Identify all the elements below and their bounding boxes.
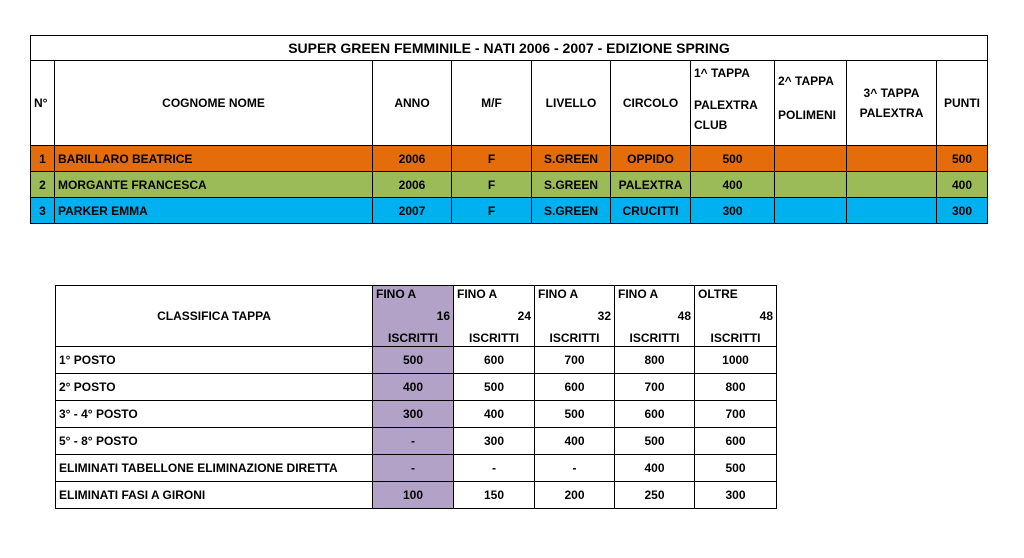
- position-label: 3° - 4° POSTO: [56, 401, 373, 428]
- row-tappa2: [775, 198, 847, 224]
- row-points: 300: [937, 198, 988, 224]
- header-level: LIVELLO: [532, 61, 611, 146]
- row-num: 1: [31, 146, 55, 172]
- row-tappa3: [847, 172, 937, 198]
- column-header-l2: 48: [677, 309, 691, 323]
- column-header-l3: ISCRITTI: [388, 331, 438, 345]
- row-tappa1: 500: [691, 146, 775, 172]
- header-tappa3: [847, 61, 937, 146]
- row-points: 400: [937, 172, 988, 198]
- tappa2-line2: POLIMENI: [778, 108, 837, 122]
- points-table: [55, 285, 777, 509]
- position-label: 2° POSTO: [56, 374, 373, 401]
- points-header-row: [56, 286, 777, 347]
- header-points: PUNTI: [937, 61, 988, 146]
- row-tappa3: [847, 146, 937, 172]
- row-tappa2: [775, 146, 847, 172]
- row-name: PARKER EMMA: [55, 198, 373, 224]
- points-value: 600: [695, 428, 777, 455]
- points-value: 400: [373, 374, 454, 401]
- column-header-l3: ISCRITTI: [710, 331, 761, 345]
- points-value: 500: [454, 374, 535, 401]
- row-club: CRUCITTI: [611, 198, 691, 224]
- ranking-row: [31, 198, 988, 224]
- points-value: 100: [373, 482, 454, 509]
- row-tappa3: [847, 198, 937, 224]
- column-header-l1: OLTRE: [698, 287, 738, 301]
- position-label: ELIMINATI TABELLONE ELIMINAZIONE DIRETTA: [56, 455, 373, 482]
- row-year: 2006: [373, 172, 452, 198]
- column-header-l1: FINO A: [376, 287, 417, 301]
- points-value: 800: [695, 374, 777, 401]
- points-row: [56, 428, 777, 455]
- ranking-row: [31, 172, 988, 198]
- row-sex: F: [452, 146, 532, 172]
- column-header: [373, 286, 454, 347]
- points-value: 600: [615, 401, 695, 428]
- points-row: [56, 482, 777, 509]
- points-value: 500: [535, 401, 615, 428]
- points-row: [56, 374, 777, 401]
- row-club: OPPIDO: [611, 146, 691, 172]
- column-header-l3: ISCRITTI: [549, 331, 600, 345]
- column-header-l2: 32: [597, 309, 611, 323]
- column-header-l1: FINO A: [457, 287, 498, 301]
- row-level: S.GREEN: [532, 198, 611, 224]
- points-row: [56, 347, 777, 374]
- row-num: 3: [31, 198, 55, 224]
- tappa3-line2: PALEXTRA: [859, 106, 924, 120]
- points-value: 1000: [695, 347, 777, 374]
- row-tappa1: 400: [691, 172, 775, 198]
- points-value: 500: [615, 428, 695, 455]
- column-header-l1: FINO A: [538, 287, 579, 301]
- column-header: [695, 286, 777, 347]
- points-value: 300: [373, 401, 454, 428]
- row-year: 2007: [373, 198, 452, 224]
- column-header: [615, 286, 695, 347]
- column-header-l3: ISCRITTI: [629, 331, 680, 345]
- points-value: 400: [535, 428, 615, 455]
- points-value: 500: [373, 347, 454, 374]
- points-row: [56, 401, 777, 428]
- points-value: -: [373, 455, 454, 482]
- header-year: ANNO: [373, 61, 452, 146]
- row-year: 2006: [373, 146, 452, 172]
- points-value: 700: [535, 347, 615, 374]
- points-value: 150: [454, 482, 535, 509]
- points-value: 600: [454, 347, 535, 374]
- points-value: 200: [535, 482, 615, 509]
- points-title: CLASSIFICA TAPPA: [56, 286, 373, 347]
- points-value: 300: [695, 482, 777, 509]
- points-value: 300: [454, 428, 535, 455]
- column-header-l1: FINO A: [618, 287, 659, 301]
- row-tappa2: [775, 172, 847, 198]
- tappa3-line1: 3^ TAPPA: [863, 86, 920, 100]
- ranking-table: [30, 35, 988, 224]
- ranking-title: SUPER GREEN FEMMINILE - NATI 2006 - 2007 - EDIZIONE SPRING: [31, 36, 988, 61]
- row-num: 2: [31, 172, 55, 198]
- tappa2-line1: 2^ TAPPA: [778, 74, 834, 88]
- ranking-row: [31, 146, 988, 172]
- points-row: [56, 455, 777, 482]
- ranking-header-row: [31, 61, 988, 146]
- header-sex: M/F: [452, 61, 532, 146]
- row-name: MORGANTE FRANCESCA: [55, 172, 373, 198]
- row-name: BARILLARO BEATRICE: [55, 146, 373, 172]
- row-sex: F: [452, 198, 532, 224]
- header-club: CIRCOLO: [611, 61, 691, 146]
- column-header: [535, 286, 615, 347]
- points-value: -: [373, 428, 454, 455]
- column-header-l3: ISCRITTI: [469, 331, 519, 345]
- tappa1-line1: 1^ TAPPA: [694, 66, 750, 80]
- header-name: COGNOME NOME: [55, 61, 373, 146]
- row-level: S.GREEN: [532, 146, 611, 172]
- tappa1-line3: CLUB: [694, 118, 728, 132]
- points-value: 600: [535, 374, 615, 401]
- row-club: PALEXTRA: [611, 172, 691, 198]
- points-value: -: [454, 455, 535, 482]
- points-value: 700: [615, 374, 695, 401]
- points-value: 800: [615, 347, 695, 374]
- row-tappa1: 300: [691, 198, 775, 224]
- points-value: 250: [615, 482, 695, 509]
- header-tappa2: [775, 61, 847, 146]
- header-num: N°: [31, 61, 55, 146]
- position-label: ELIMINATI FASI A GIRONI: [56, 482, 373, 509]
- column-header: [454, 286, 535, 347]
- points-value: -: [535, 455, 615, 482]
- tappa1-line2: PALEXTRA: [694, 98, 758, 112]
- row-points: 500: [937, 146, 988, 172]
- position-label: 1° POSTO: [56, 347, 373, 374]
- points-value: 400: [454, 401, 535, 428]
- points-value: 500: [695, 455, 777, 482]
- column-header-l2: 48: [759, 309, 773, 323]
- points-value: 700: [695, 401, 777, 428]
- column-header-l2: 16: [436, 309, 450, 323]
- column-header-l2: 24: [517, 309, 531, 323]
- header-tappa1: [691, 61, 775, 146]
- position-label: 5° - 8° POSTO: [56, 428, 373, 455]
- row-sex: F: [452, 172, 532, 198]
- points-value: 400: [615, 455, 695, 482]
- row-level: S.GREEN: [532, 172, 611, 198]
